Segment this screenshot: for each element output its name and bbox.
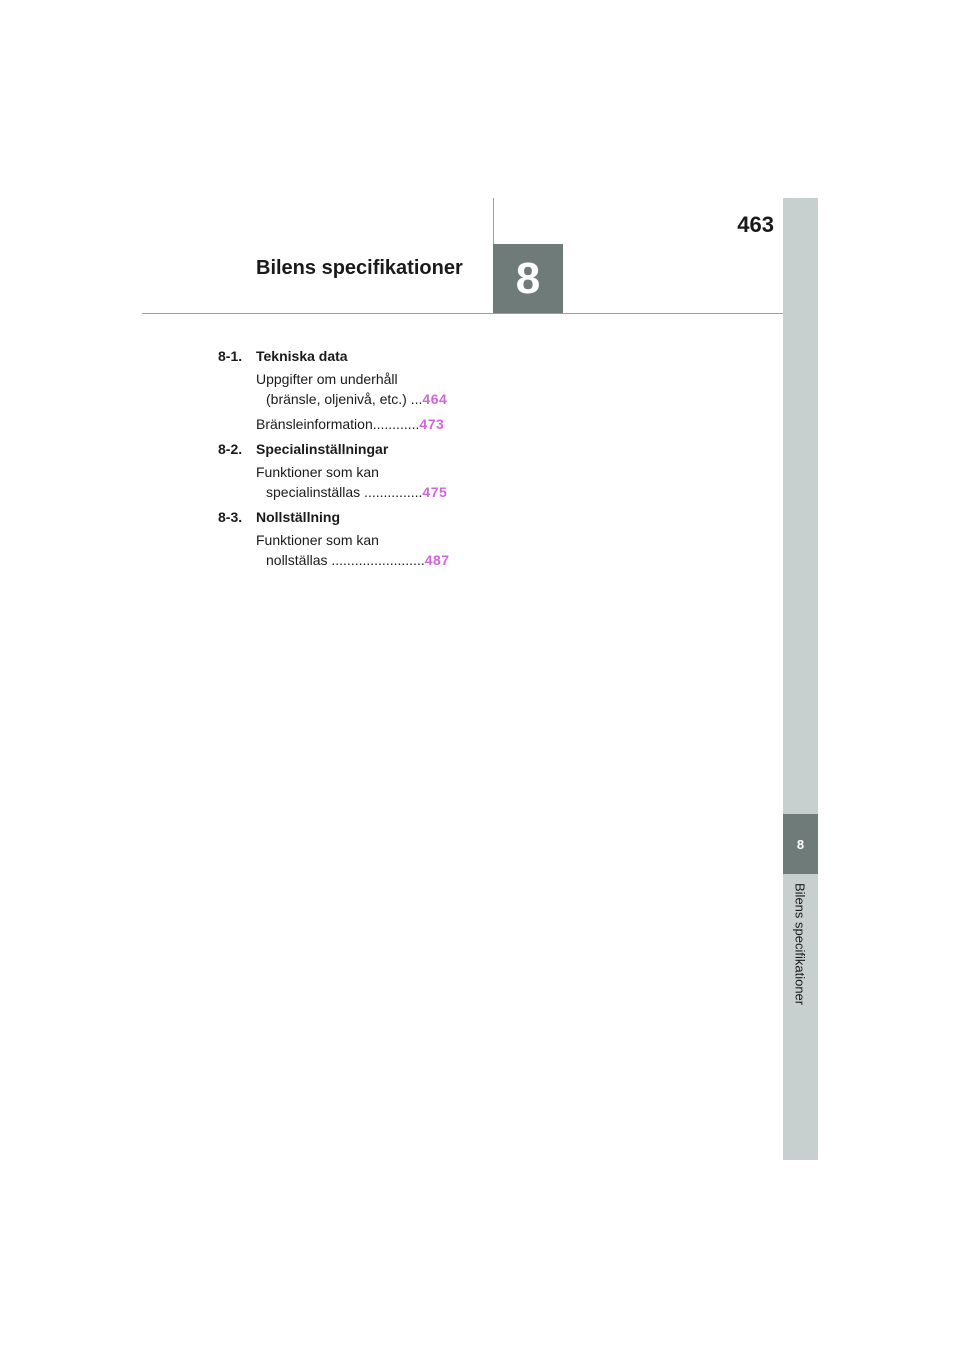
page-number: 463 bbox=[737, 212, 774, 237]
toc-entry-underhall[interactable] bbox=[218, 369, 468, 409]
toc-entry-line2: specialinställas ............... bbox=[266, 484, 423, 500]
header-divider-vertical bbox=[493, 198, 494, 244]
side-tab[interactable] bbox=[783, 198, 818, 1160]
toc-entry-line2: (bränsle, oljenivå, etc.) ... bbox=[266, 391, 423, 407]
toc-entry-line2: Bränsleinformation............ bbox=[256, 416, 420, 432]
header-divider-horizontal bbox=[142, 313, 783, 314]
toc-section-8-3 bbox=[218, 507, 468, 570]
toc-page-link[interactable]: 464 bbox=[422, 391, 448, 407]
toc-section-heading bbox=[218, 439, 468, 459]
toc-section-title: Nollställning bbox=[256, 509, 340, 525]
table-of-contents bbox=[218, 346, 468, 575]
toc-section-8-2 bbox=[218, 439, 468, 502]
toc-entry-specialinstallas[interactable] bbox=[218, 462, 468, 502]
toc-entry-line1: Funktioner som kan bbox=[256, 532, 379, 548]
toc-section-heading bbox=[218, 346, 468, 366]
toc-entry-bransleinformation[interactable] bbox=[218, 414, 468, 434]
toc-page-link[interactable]: 473 bbox=[419, 416, 445, 432]
side-tab-number[interactable]: 8 bbox=[783, 814, 818, 874]
toc-section-number: 8-1. bbox=[218, 348, 243, 364]
chapter-title: Bilens specifikationer bbox=[256, 257, 463, 279]
toc-section-8-1 bbox=[218, 346, 468, 434]
toc-section-heading bbox=[218, 507, 468, 527]
side-tab-label: Bilens specifikationer bbox=[792, 883, 808, 1006]
toc-page-link[interactable]: 475 bbox=[422, 484, 448, 500]
toc-section-number: 8-2. bbox=[218, 441, 243, 457]
toc-entry-line1: Uppgifter om underhåll bbox=[256, 371, 398, 387]
toc-section-title: Tekniska data bbox=[256, 348, 348, 364]
toc-section-number: 8-3. bbox=[218, 509, 243, 525]
toc-section-title: Specialinställningar bbox=[256, 441, 389, 457]
toc-page-link[interactable]: 487 bbox=[424, 552, 450, 568]
toc-entry-line1: Funktioner som kan bbox=[256, 464, 379, 480]
toc-entry-line2: nollställas ........................ bbox=[266, 552, 425, 568]
chapter-number-block: 8 bbox=[493, 244, 563, 313]
toc-entry-nollstallas[interactable] bbox=[218, 530, 468, 570]
